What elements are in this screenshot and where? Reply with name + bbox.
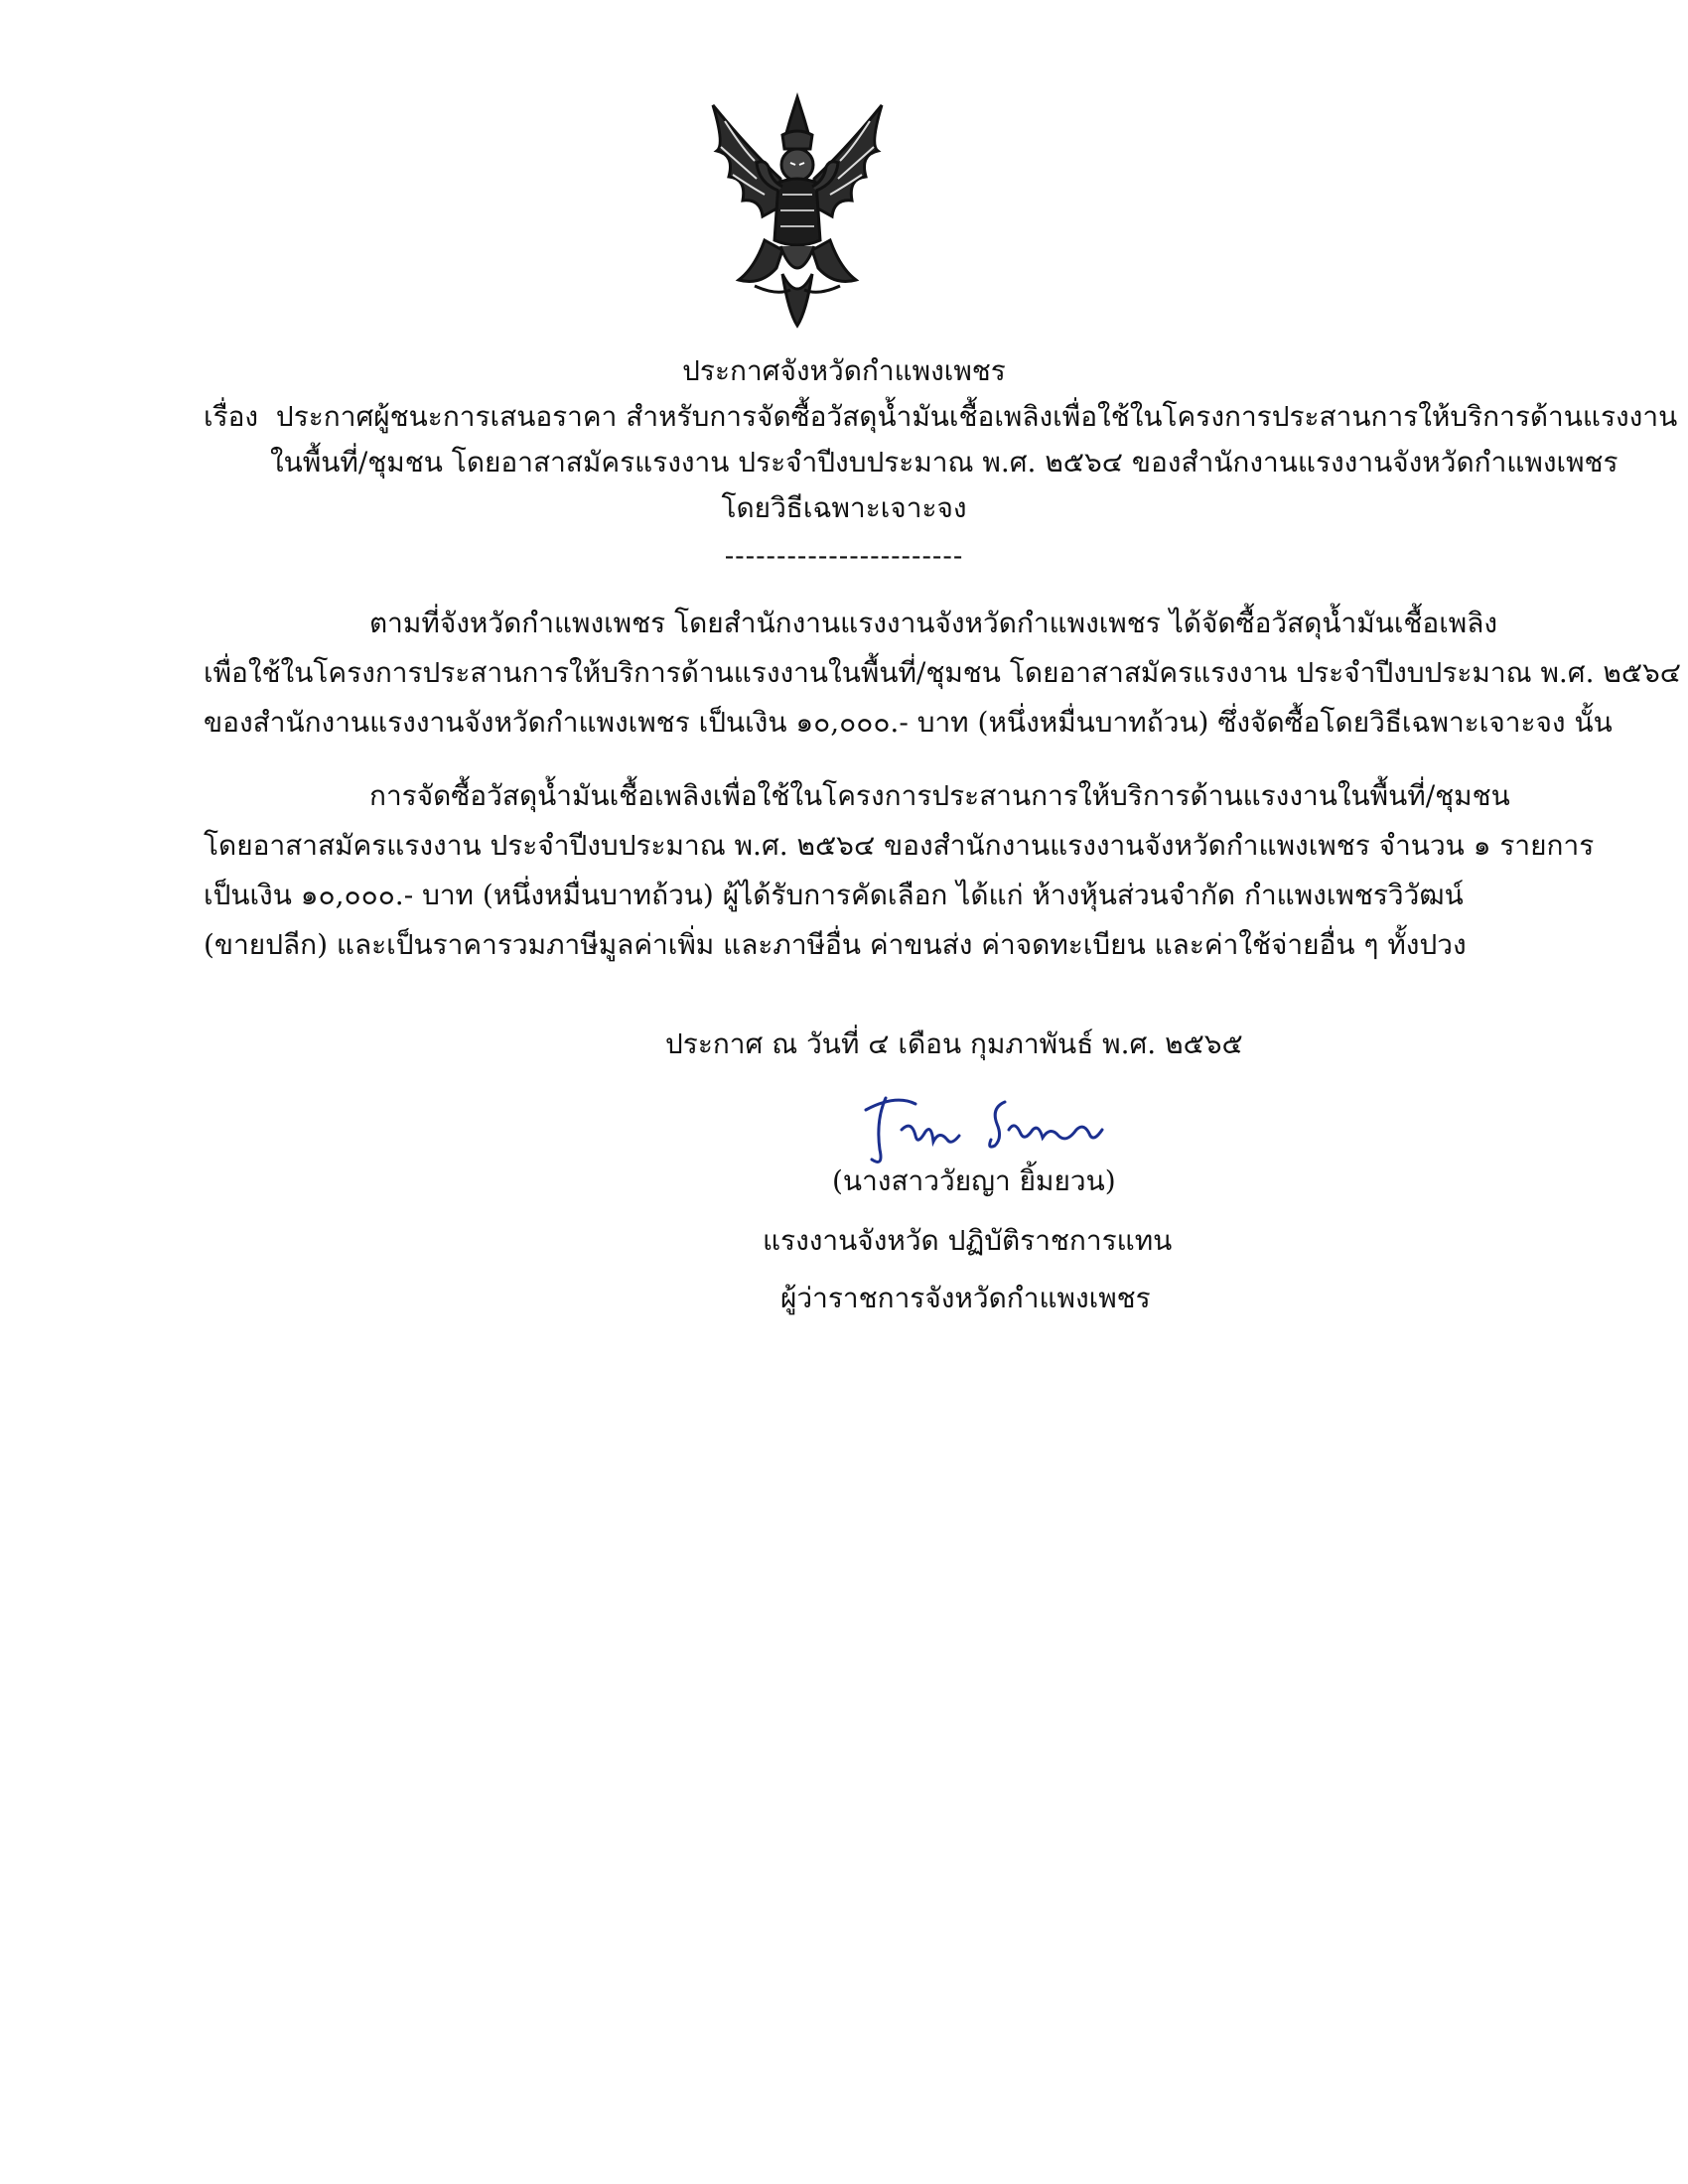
para1-line-3: ของสำนักงานแรงงานจังหวัดกำแพงเพชร เป็นเงิน ๑๐,๐๐๐.- บาท (หนึ่งหมื่นบาทถ้วน) ซึ่งจัดซื้อโดยวิธีเฉพาะเจาะจง นั้น (204, 706, 1613, 739)
subject-prefix: เรื่อง (204, 400, 259, 433)
para2-line-1: การจัดซื้อวัสดุน้ำมันเชื้อเพลิงเพื่อใช้ในโครงการประสานการให้บริการด้านแรงงานในพื้นที่/ชุมชน (369, 779, 1510, 812)
para2-line-4: (ขายปลีก) และเป็นราคารวมภาษีมูลค่าเพิ่ม และภาษีอื่น ค่าขนส่ง ค่าจดทะเบียน และค่าใช้จ่ายอื่น ๆ ทั้งปวง (204, 928, 1467, 961)
para2-line-2: โดยอาสาสมัครแรงงาน ประจำปีงบประมาณ พ.ศ. ๒๕๖๔ ของสำนักงานแรงงานจังหวัดกำแพงเพชร จำนวน ๑ รายการ (204, 829, 1595, 862)
subject-line-1 (204, 399, 1677, 435)
para1-line-2: เพื่อใช้ในโครงการประสานการให้บริการด้านแรงงานในพื้นที่/ชุมชน โดยอาสาสมัครแรงงาน ประจำปีงบประมาณ พ.ศ. ๒๕๖๔ (204, 656, 1681, 689)
signer-position: แรงงานจังหวัด ปฏิบัติราชการแทน (763, 1224, 1173, 1257)
para1-line-1: ตามที่จังหวัดกำแพงเพชร โดยสำนักงานแรงงานจังหวัดกำแพงเพชร ได้จัดซื้อวัสดุน้ำมันเชื้อเพลิง (369, 607, 1498, 639)
subject-line-2: ในพื้นที่/ชุมชน โดยอาสาสมัครแรงงาน ประจำปีงบประมาณ พ.ศ. ๒๕๖๔ ของสำนักงานแรงงานจังหวัดกำแพงเพชร (270, 446, 1618, 478)
signer-office: ผู้ว่าราชการจังหวัดกำแพงเพชร (780, 1282, 1151, 1314)
subject-line-3: โดยวิธีเฉพาะเจาะจง (721, 491, 967, 524)
announce-date: ประกาศ ณ วันที่ ๔ เดือน กุมภาพันธ์ พ.ศ. ๒๕๖๕ (665, 1027, 1243, 1060)
subject-text-1: ประกาศผู้ชนะการเสนอราคา สำหรับการจัดซื้อวัสดุน้ำมันเชื้อเพลิงเพื่อใช้ในโครงการประสานการให้บริการด้านแรงงาน (275, 400, 1678, 433)
signer-name: (นางสาววัยญา ยิ้มยวน) (832, 1164, 1116, 1197)
handwritten-signature (856, 1090, 1114, 1173)
header-divider: ----------------------- (724, 539, 964, 572)
para2-line-3: เป็นเงิน ๑๐,๐๐๐.- บาท (หนึ่งหมื่นบาทถ้วน) ผู้ได้รับการคัดเลือก ได้แก่ ห้างหุ้นส่วนจำกัด กำแพงเพชรวิวัฒน์ (204, 879, 1464, 911)
document-title: ประกาศจังหวัดกำแพงเพชร (682, 354, 1006, 387)
garuda-emblem-icon (695, 91, 900, 330)
